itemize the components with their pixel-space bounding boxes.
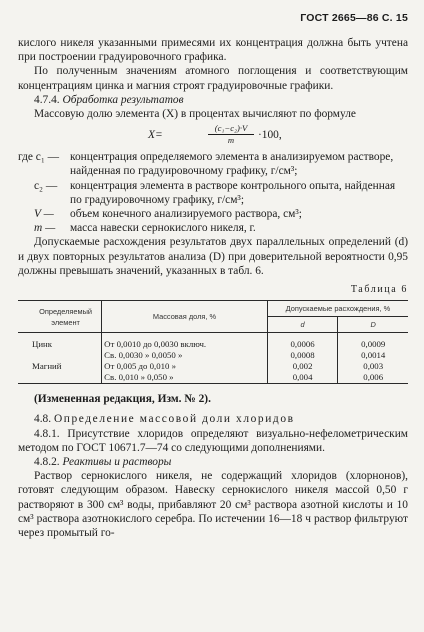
- section-number: 4.7.4.: [34, 93, 60, 106]
- table-row: [18, 361, 408, 372]
- column-header-element: Определяемый элемент: [18, 301, 102, 333]
- formula-lhs: X=: [148, 129, 163, 142]
- paragraph: Массовую долю элемента (X) в процентах вычисляют по формуле: [34, 108, 356, 121]
- cell-d: 0,004: [267, 372, 338, 384]
- cell-element: [18, 372, 102, 384]
- column-header-d: d: [267, 317, 338, 333]
- paragraph: Раствор сернокислого никеля, не содержащий хлоридов (хлорнонов), готовят следующим образом. Навеску сернокислого никеля массой 0,50 г растворяют в 300 см³ воды, прибавляют 20 см³ раствора азотной кислоты и 10 см³ раствора азотнокислого серебра. По истечении 16—18 ч раствор фильтруют через промытый го-: [18, 470, 408, 540]
- definition-text: объем конечного анализируемого раствора, см³;: [70, 208, 302, 221]
- section-heading: [34, 412, 408, 426]
- cell-d: 0,002: [267, 361, 338, 372]
- definition-item: [18, 150, 408, 178]
- cell-d: 0,0008: [267, 350, 338, 361]
- cell-fraction: Св. 0,0030 » 0,0050 »: [102, 350, 268, 361]
- amendment-note: (Измененная редакция, Изм. № 2).: [34, 393, 211, 406]
- column-header-allowed: Допускаемые расхождения, %: [267, 301, 408, 317]
- column-header-D: D: [338, 317, 408, 333]
- cell-fraction: От 0,005 до 0,010 »: [102, 361, 268, 372]
- table-row: [18, 372, 408, 384]
- definition-symbol: где c₁ —: [18, 151, 60, 164]
- definition-text: концентрация определяемого элемента в анализируемом растворе, найденная по градуировочному графику, г/см³;: [70, 151, 394, 178]
- section-number: 4.8.: [34, 413, 52, 426]
- definition-symbol: m —: [34, 222, 56, 235]
- cell-D: 0,003: [338, 361, 408, 372]
- page-header: ГОСТ 2665—86 С. 15: [300, 12, 408, 24]
- table-row: [18, 339, 408, 350]
- cell-D: 0,0009: [338, 339, 408, 350]
- formula-denominator: m: [227, 135, 235, 146]
- definition-text: масса навески сернокислого никеля, г.: [70, 222, 256, 235]
- paragraph: кислого никеля указанными примесями их концентрация должна быть учтена при построении градуировочного графика.: [18, 37, 408, 64]
- document-body: [18, 36, 408, 540]
- formula: [18, 123, 408, 147]
- data-table: [18, 300, 408, 384]
- table-row: [18, 350, 408, 361]
- paragraph: По полученным значениям атомного поглощения и соответствующим концентрациям цинка и магния строят градуировочные графики.: [18, 65, 408, 92]
- formula-fraction: [208, 123, 254, 145]
- cell-fraction: От 0,0010 до 0,0030 включ.: [102, 339, 268, 350]
- section-title: Реактивы и растворы: [62, 456, 172, 469]
- table-caption: Таблица 6: [350, 284, 408, 296]
- formula-rhs: ·100,: [258, 129, 282, 142]
- definition-item: [18, 179, 408, 207]
- cell-D: 0,006: [338, 372, 408, 384]
- paragraph: 4.8.1. Присутствие хлоридов определяют визуально-нефелометрическим методом по ГОСТ 10671.7—74 со следующими дополнениями.: [18, 427, 408, 454]
- section-number: 4.8.2.: [34, 456, 60, 469]
- definition-symbol: c₂ —: [34, 179, 58, 192]
- definition-item: [18, 207, 408, 221]
- column-header-fraction: Массовая доля, %: [102, 301, 268, 333]
- cell-element: Магний: [32, 361, 62, 372]
- cell-fraction: Св. 0,010 » 0,050 »: [102, 372, 268, 384]
- definition-symbol: V —: [34, 208, 54, 221]
- definition-item: [18, 221, 408, 235]
- formula-numerator: (c₁−c₂)·V: [208, 123, 254, 135]
- cell-D: 0,0014: [338, 350, 408, 361]
- section-title: Определение массовой доли хлоридов: [53, 413, 295, 426]
- paragraph: Допускаемые расхождения результатов двух параллельных определений (d) и двух повторных результатов анализа (D) при доверительной вероятности 0,95 должны превышать значений, указанных в табл. 6.: [18, 236, 408, 277]
- section-heading: [34, 455, 408, 469]
- section-title: Обработка результатов: [62, 93, 184, 106]
- cell-element: [18, 350, 102, 361]
- definitions-list: [18, 150, 408, 235]
- section-heading: [34, 93, 408, 107]
- cell-element: Цинк: [32, 339, 53, 350]
- cell-d: 0,0006: [267, 339, 338, 350]
- definition-text: концентрация элемента в растворе контрольного опыта, найденная по градуировочному графику, г/см³;: [70, 179, 396, 206]
